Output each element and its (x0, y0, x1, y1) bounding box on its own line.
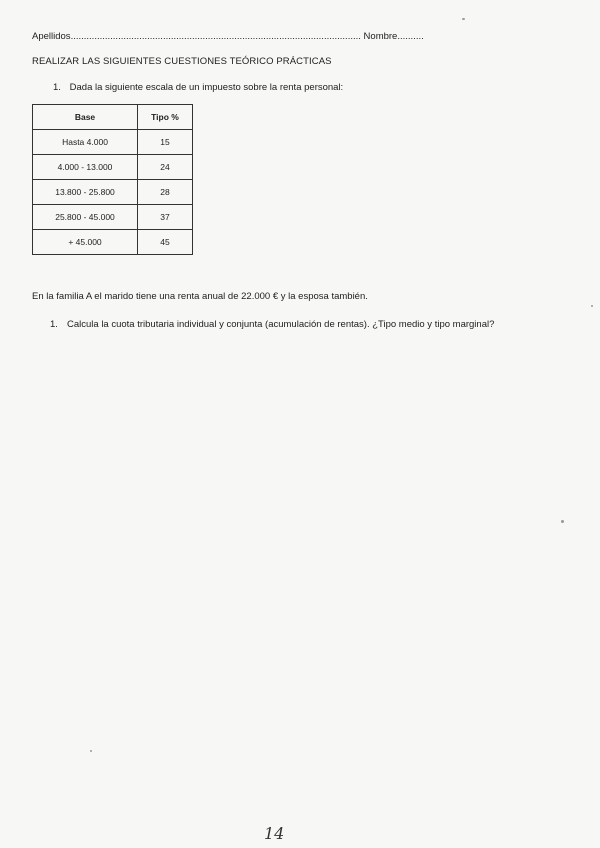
surname-label: Apellidos (32, 31, 71, 42)
scan-speck (90, 750, 92, 752)
sub-question-1-number: 1. (50, 319, 58, 330)
cell-base: 4.000 - 13.000 (33, 155, 138, 180)
table-row (33, 130, 193, 155)
scan-speck (462, 18, 465, 20)
scan-speck (591, 305, 593, 307)
section-title: REALIZAR LAS SIGUIENTES CUESTIONES TEÓRICO PRÁCTICAS (32, 56, 332, 67)
question-1 (53, 82, 343, 93)
cell-tipo: 37 (138, 205, 193, 230)
handwritten-page-number: 14 (264, 824, 285, 843)
name-dots: .......... (397, 31, 424, 42)
sub-question-1 (50, 318, 530, 332)
sub-question-1-text: Calcula la cuota tributaria individual y conjunta (acumulación de rentas). ¿Tipo medio y tipo marginal? (67, 319, 495, 330)
table-header-row (33, 105, 193, 130)
cell-tipo: 15 (138, 130, 193, 155)
table-row (33, 205, 193, 230)
cell-base: + 45.000 (33, 230, 138, 255)
cell-tipo: 24 (138, 155, 193, 180)
cell-base: 25.800 - 45.000 (33, 205, 138, 230)
cell-base: Hasta 4.000 (33, 130, 138, 155)
question-1-text: Dada la siguiente escala de un impuesto sobre la renta personal: (69, 82, 344, 93)
header-line (32, 31, 424, 42)
header-base: Base (33, 105, 138, 130)
cell-tipo: 28 (138, 180, 193, 205)
tax-scale-table (32, 104, 193, 255)
header-tipo: Tipo % (138, 105, 193, 130)
name-label: Nombre (363, 31, 398, 42)
table-row (33, 180, 193, 205)
table-row (33, 230, 193, 255)
cell-base: 13.800 - 25.800 (33, 180, 138, 205)
cell-tipo: 45 (138, 230, 193, 255)
table-row (33, 155, 193, 180)
scan-speck (561, 520, 564, 523)
family-statement: En la familia A el marido tiene una renta anual de 22.000 € y la esposa también. (32, 291, 368, 302)
question-1-number: 1. (53, 82, 61, 93)
surname-dots: .............................................................................................................. (70, 31, 361, 42)
